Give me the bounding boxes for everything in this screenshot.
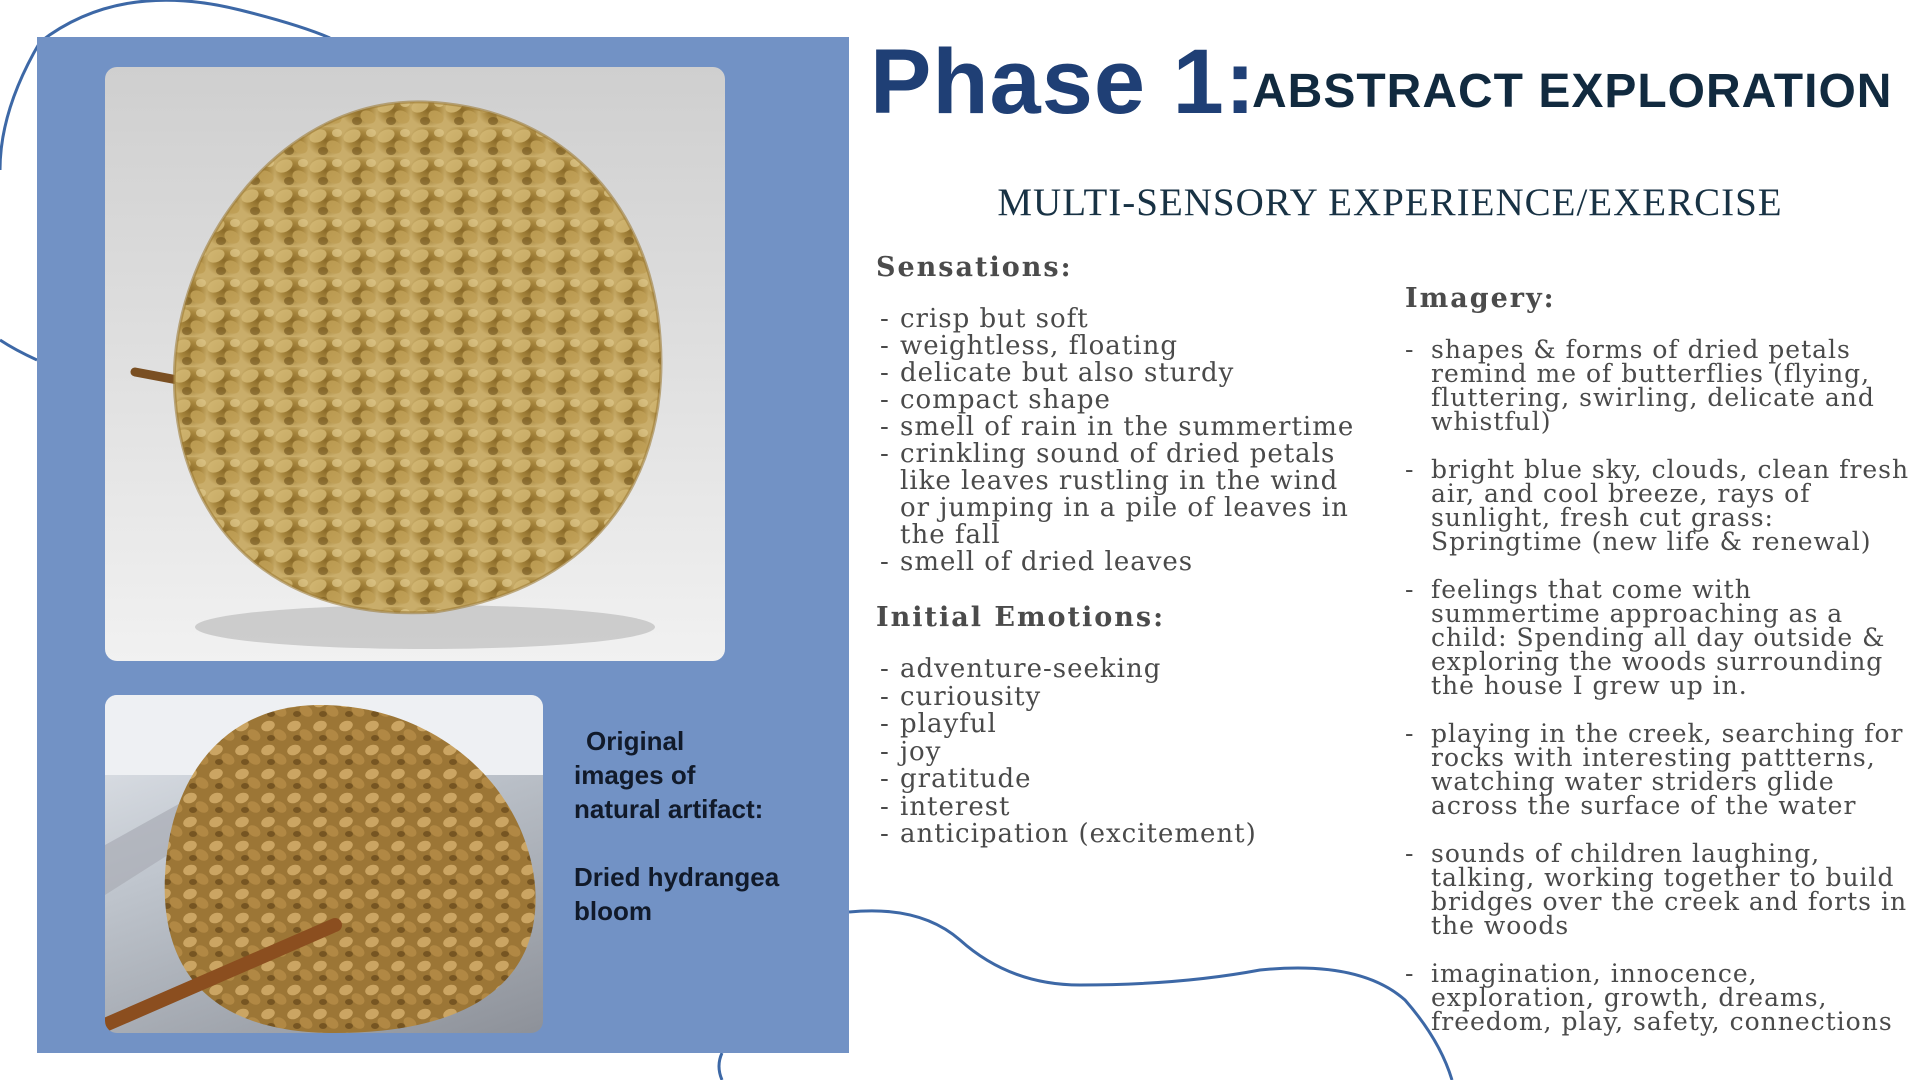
list-item: - imagination, innocence, exploration, growth, dreams, freedom, play, safety, connections (1405, 962, 1910, 1034)
caption-line-2: images of (574, 760, 696, 790)
list-item: - crinkling sound of dried petals like leaves rustling in the wind or jumping in a pile of leaves in the fall (876, 441, 1376, 549)
emotions-list (876, 656, 1376, 849)
list-item: - joy (876, 739, 1376, 767)
page-title (870, 30, 1910, 133)
list-item: - crisp but soft (876, 306, 1376, 333)
list-item: - sounds of children laughing, talking, working together to build bridges over the creek and forts in the woods (1405, 842, 1910, 938)
list-item: - smell of rain in the summertime (876, 414, 1376, 441)
list-item: - playful (876, 711, 1376, 739)
title-phase: Phase 1: (870, 31, 1257, 133)
emotions-heading: Initial Emotions: (876, 602, 1166, 633)
list-item: - curiousity (876, 684, 1376, 712)
hydrangea-photo-secondary (105, 695, 543, 1033)
caption-line-4: Dried hydrangea (574, 862, 780, 892)
list-item: - playing in the creek, searching for rocks with interesting pattterns, watching water striders glide across the surface of the water (1405, 722, 1910, 818)
list-item: - delicate but also sturdy (876, 360, 1376, 387)
list-item: - feelings that come with summertime approaching as a child: Spending all day outside & exploring the woods surrounding the house I grew up in. (1405, 578, 1910, 698)
imagery-heading: Imagery: (1405, 283, 1556, 314)
sensations-heading: Sensations: (876, 252, 1073, 283)
caption-line-5: bloom (574, 896, 652, 926)
hydrangea-photo-main (105, 67, 725, 661)
image-panel (37, 37, 849, 1053)
list-item: - gratitude (876, 766, 1376, 794)
page-subtitle: MULTI-SENSORY EXPERIENCE/EXERCISE (997, 181, 1783, 224)
list-item: - weightless, floating (876, 333, 1376, 360)
list-item: - bright blue sky, clouds, clean fresh air, and cool breeze, rays of sunlight, fresh cut grass: Springtime (new life & renewal) (1405, 458, 1910, 554)
caption-line-1: Original (586, 726, 685, 756)
sensations-list (876, 306, 1376, 576)
list-item: - smell of dried leaves (876, 549, 1376, 576)
list-item: - compact shape (876, 387, 1376, 414)
list-item: - interest (876, 794, 1376, 822)
list-item: - anticipation (excitement) (876, 821, 1376, 849)
imagery-list (1405, 335, 1910, 1058)
caption-line-3: natural artifact: (574, 794, 764, 824)
title-abstract-exploration: ABSTRACT EXPLORATION (1252, 65, 1893, 118)
photo-caption (574, 724, 834, 928)
list-item: - shapes & forms of dried petals remind me of butterflies (flying, fluttering, swirling, delicate and whistful) (1405, 338, 1910, 434)
list-item: - adventure-seeking (876, 656, 1376, 684)
